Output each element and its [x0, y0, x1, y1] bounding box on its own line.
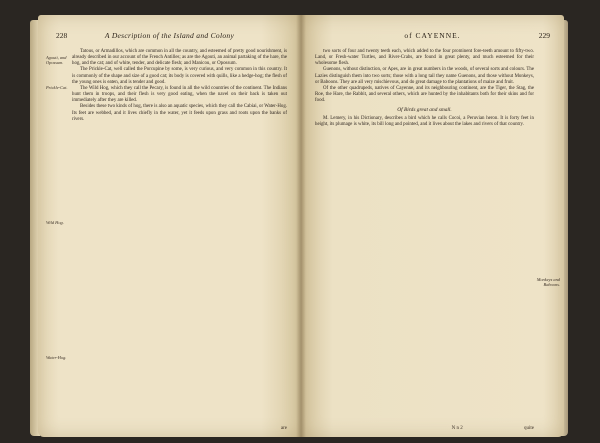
right-running-head: of CAYENNE.: [404, 31, 461, 40]
side-note: Water-Hog.: [46, 355, 67, 360]
left-page-header: [38, 31, 301, 43]
right-page-header: [301, 31, 564, 43]
section-subheading: Of Birds great and small.: [397, 107, 452, 114]
book-gutter: [296, 15, 306, 437]
left-page-number: 228: [56, 31, 68, 40]
paragraph: Of the other quadrupeds, natives of Cayenne, and its neighbouring continent, are the Tiger, the Stag, the Roe, the Hare, the Rabbit, and several others, which are hunted by the inhabitants both for their skins and for food.: [315, 85, 534, 104]
left-page-text: [72, 49, 287, 423]
right-page: [301, 15, 564, 437]
left-page: [38, 15, 301, 437]
catchword: are: [280, 426, 287, 431]
right-page-text: [315, 49, 534, 423]
paragraph: The Wild Hog, which they call the Pecary, is found in all the wild countries of the continent. The Indians hunt them in troops, and their flesh is very good eating, when the navel on their back is taken out immediately after they are killed.: [72, 85, 287, 104]
paragraph: The Prickle-Cat, well called the Porcupine by some, is very curious, and very common in this country. It is commonly of the shape and size of a good cat; its body is covered with quills, like a hedge-hog; the flesh of the young ones is eaten, and is tender and good.: [72, 67, 288, 85]
paragraph: Guenons, without distinction, or Apes, are in great numbers in the woods, of several sorts and colours. The Lazies distinguish them into two sorts; those with a long tail they name Guenons, and those without Monkeys, or Baboons. They are all very mischievous, and do great damage to the plantations of maize and fruit.: [315, 67, 534, 85]
side-note: Prickle-Cat.: [46, 85, 68, 90]
paragraph: Tatous, or Armadillos, which are common in all the country, and esteemed of pretty good nourishment, is already described in our account of the French Antilles; as are the Agouti, an animal partaking of the hare, the hog, and the cat; and of white, tender, and delicate flesh; and Manicou, or Opossum.: [72, 49, 287, 67]
left-page-footer: [281, 426, 287, 431]
side-note: Agouti, and Opossum.: [46, 55, 67, 65]
paragraph: two sorts of four and twenty teeth each, which added to the four prominent fore-teeth amount to fifty-two. Land, or Fresh-water Turtles, and River-Crabs, are found in great plenty, and much esteemed for their wholesome flesh.: [315, 49, 534, 67]
side-note: Wild Hog.: [46, 220, 64, 225]
paragraph: M. Lemery, in his Dictionary, describes a bird which he calls Cocoi, a Peruvian heron. It is forty feet in height, its plumage is white, its bill long and pointed, and it lives about the lakes and rivers of that country.: [315, 115, 534, 127]
signature-mark: N n 2: [451, 426, 463, 431]
paragraph: Besides these two kinds of hog, there is also an aquatic species, which they call the Cabiai, or Water-Hog. Its feet are webbed, and it lives chiefly in the water, yet it feeds upon grass and roots upon the banks of rivers.: [72, 104, 287, 122]
catchword: quite: [524, 426, 534, 431]
right-page-footer: [452, 426, 534, 431]
side-note: Monkeys and Baboons.: [536, 277, 560, 287]
left-running-head: A Description of the Island and Colony: [104, 31, 235, 40]
right-page-number: 229: [538, 31, 550, 40]
open-book: [38, 15, 564, 437]
